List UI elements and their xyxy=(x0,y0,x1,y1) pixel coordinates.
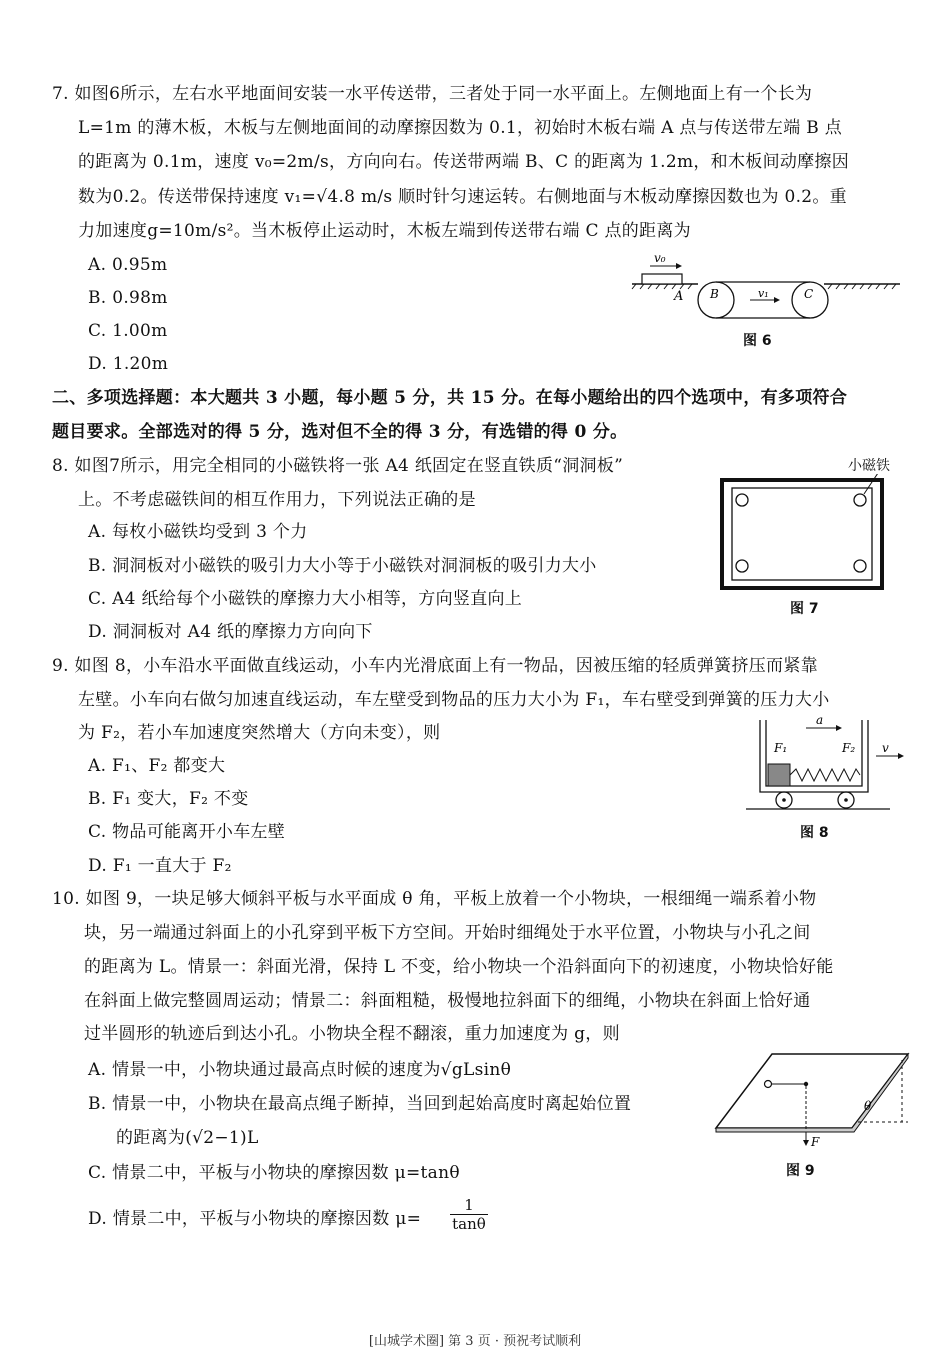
q10-line-3: 的距离为 L。情景一：斜面光滑，保持 L 不变，给小物块一个沿斜面向下的初速度，小物块恰好能 xyxy=(84,957,834,977)
point-b-label: B xyxy=(710,287,719,301)
figure-8-caption: 图 8 xyxy=(800,825,829,841)
section-2-heading-line-1: 二、多项选择题：本大题共 3 小题，每小题 5 分，共 15 分。在每小题给出的四个选项中，有多项符合 xyxy=(52,388,848,408)
figure-9-caption: 图 9 xyxy=(786,1163,815,1179)
q9-line-1: 9. 如图 8，小车沿水平面做直线运动，小车内光滑底面上有一物品，因被压缩的轻质弹簧挤压而紧靠 xyxy=(52,656,818,676)
q9-option-c: C. 物品可能离开小车左壁 xyxy=(88,822,286,842)
v0-label: v₀ xyxy=(654,251,666,265)
q10-option-d: D. 情景二中，平板与小物块的摩擦因数 μ= xyxy=(88,1209,422,1229)
wood-board xyxy=(642,274,682,284)
figure-6-caption: 图 6 xyxy=(743,333,772,349)
f2-label: F₂ xyxy=(842,741,856,755)
section-2-heading-line-2: 题目要求。全部选对的得 5 分，选对但不全的得 3 分，有选错的得 0 分。 xyxy=(52,422,628,442)
q8-option-b: B. 洞洞板对小磁铁的吸引力大小等于小磁铁对洞洞板的吸引力大小 xyxy=(88,556,597,576)
magnet-label: 小磁铁 xyxy=(848,458,890,474)
figure-7-pegboard xyxy=(718,474,888,594)
q10-option-b-continued: 的距离为(√2−1)L xyxy=(116,1128,259,1148)
force-label: F xyxy=(811,1135,820,1149)
velocity-label: v xyxy=(882,741,889,755)
q7-line-1: 7. 如图6所示，左右水平地面间安装一水平传送带，三者处于同一水平面上。左侧地面上有一个长为 xyxy=(52,84,813,104)
fraction-denominator: tanθ xyxy=(450,1214,488,1233)
point-c-label: C xyxy=(804,287,814,301)
figure-6-conveyor xyxy=(628,248,908,328)
q10-option-c: C. 情景二中，平板与小物块的摩擦因数 μ=tanθ xyxy=(88,1163,460,1183)
q7-option-c: C. 1.00m xyxy=(88,321,168,341)
hole xyxy=(804,1082,808,1086)
q8-line-2: 上。不考虑磁铁间的相互作用力，下列说法正确的是 xyxy=(78,490,476,510)
figure-9-incline xyxy=(712,1048,912,1158)
q8-line-1: 8. 如图7所示，用完全相同的小磁铁将一张 A4 纸固定在竖直铁质“洞洞板” xyxy=(52,456,624,476)
q10-line-2: 块，另一端通过斜面上的小孔穿到平板下方空间。开始时细绳处于水平位置，小物块与小孔之间 xyxy=(84,923,811,943)
q10-line-4: 在斜面上做完整圆周运动；情景二：斜面粗糙，极慢地拉斜面下的细绳，小物块在斜面上恰好通 xyxy=(84,991,811,1011)
figure-7-caption: 图 7 xyxy=(790,601,819,617)
v1-label: v₁ xyxy=(758,287,769,300)
q8-option-c: C. A4 纸给每个小磁铁的摩擦力大小相等，方向竖直向上 xyxy=(88,589,523,609)
a4-paper xyxy=(732,488,872,580)
q9-line-3: 为 F₂，若小车加速度突然增大（方向未变），则 xyxy=(78,723,441,743)
q7-option-d: D. 1.20m xyxy=(88,354,169,374)
q9-option-a: A. F₁、F₂ 都变大 xyxy=(88,756,226,776)
q9-option-b: B. F₁ 变大，F₂ 不变 xyxy=(88,789,249,809)
q8-option-a: A. 每枚小磁铁均受到 3 个力 xyxy=(88,522,308,542)
theta-label: θ xyxy=(864,1099,872,1113)
q10-line-5: 过半圆形的轨迹后到达小孔。小物块全程不翻滚，重力加速度为 g，则 xyxy=(84,1024,620,1044)
q7-line-3: 的距离为 0.1m，速度 v₀=2m/s，方向向右。传送带两端 B、C 的距离为 1.2m，和木板间动摩擦因 xyxy=(78,152,850,172)
q7-line-2: L=1m 的薄木板，木板与左侧地面间的动摩擦因数为 0.1，初始时木板右端 A 点与传送带左端 B 点 xyxy=(78,118,842,138)
q10-option-a: A. 情景一中，小物块通过最高点时候的速度为√gLsinθ xyxy=(88,1060,512,1080)
q7-option-b: B. 0.98m xyxy=(88,288,168,308)
incline-plate xyxy=(716,1054,908,1128)
spring xyxy=(790,769,860,781)
figure-8-cart xyxy=(740,712,910,817)
fraction-numerator: 1 xyxy=(464,1196,474,1214)
q10-option-d-fraction xyxy=(450,1196,488,1233)
page-footer: [山城学术圈] 第 3 页 · 预祝考试顺利 xyxy=(368,1334,582,1349)
q7-option-a: A. 0.95m xyxy=(88,255,168,275)
q10-option-b: B. 情景一中，小物块在最高点绳子断掉，当回到起始高度时离起始位置 xyxy=(88,1094,632,1114)
q7-line-4: 数为0.2。传送带保持速度 v₁=√4.8 m/s 顺时针匀速运转。右侧地面与木板动摩擦因数也为 0.2。重 xyxy=(78,187,847,207)
q9-option-d: D. F₁ 一直大于 F₂ xyxy=(88,856,232,876)
q7-line-5: 力加速度g=10m/s²。当木板停止运动时，木板左端到传送带右端 C 点的距离为 xyxy=(78,221,691,241)
point-a-label: A xyxy=(674,289,684,304)
q9-line-2: 左壁。小车向右做匀加速直线运动，车左壁受到物品的压力大小为 F₁，车右壁受到弹簧的压力大小 xyxy=(78,690,830,710)
q8-option-d: D. 洞洞板对 A4 纸的摩擦力方向向下 xyxy=(88,622,373,642)
q10-line-1: 10. 如图 9，一块足够大倾斜平板与水平面成 θ 角，平板上放着一个小物块，一根细绳一端系着小物 xyxy=(52,889,817,909)
cargo-block xyxy=(768,764,790,786)
f1-label: F₁ xyxy=(774,741,788,755)
acceleration-label: a xyxy=(816,713,824,727)
